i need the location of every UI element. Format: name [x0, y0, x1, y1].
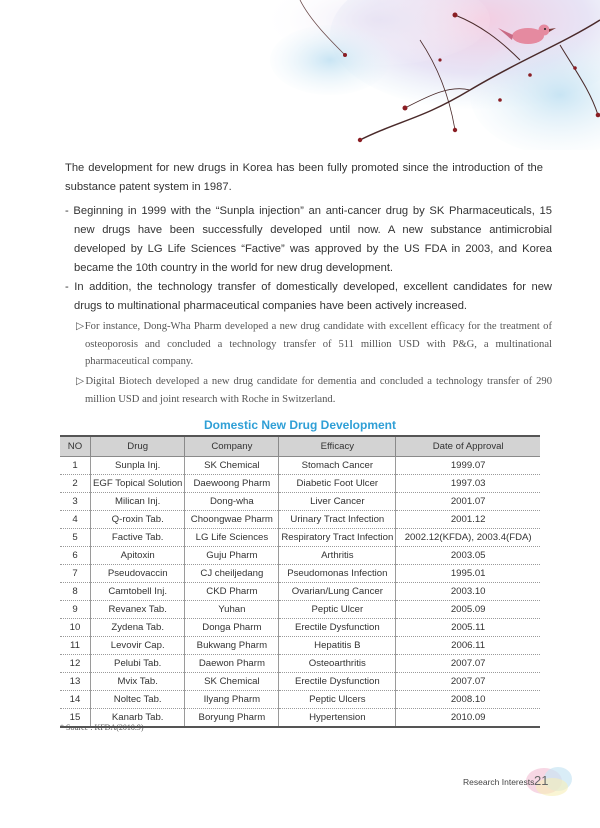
cell-no: 9 — [60, 601, 90, 619]
cell-date-of-approval: 2003.05 — [396, 547, 540, 565]
cell-company: Bukwang Pharm — [185, 637, 279, 655]
cell-efficacy: Erectile Dysfunction — [279, 619, 396, 637]
table-row — [60, 655, 540, 673]
sub-bullet-dongwha: ▷For instance, Dong-Wha Pharm developed a new drug candidate with excellent efficacy for the treatment of osteoporosis and concluded a technology transfer of 511 million USD with P&G, a multinational pharmaceutical company. — [76, 321, 552, 367]
source-note: * Source : KFDA(2010.9) — [60, 723, 144, 732]
cell-company: Dong-wha — [185, 493, 279, 511]
table-row — [60, 637, 540, 655]
header-date-of-approval: Date of Approval — [396, 436, 540, 457]
cell-no: 11 — [60, 637, 90, 655]
table-row — [60, 673, 540, 691]
cell-no: 4 — [60, 511, 90, 529]
cell-company: Daewoong Pharm — [185, 475, 279, 493]
table-row — [60, 457, 540, 475]
cell-no: 2 — [60, 475, 90, 493]
cell-efficacy: Diabetic Foot Ulcer — [279, 475, 396, 493]
cell-drug: Camtobell Inj. — [90, 583, 184, 601]
table-row — [60, 511, 540, 529]
cell-drug: Pelubi Tab. — [90, 655, 184, 673]
table-title: Domestic New Drug Development — [203, 418, 397, 432]
bullet-new-drugs: - Beginning in 1999 with the “Sunpla injection” an anti-cancer drug by SK Pharmaceuticals, 15 new drugs have been successfully developed until now. A new substance antimicrobial developed by LG Life Sciences “Factive” was approved by the US FDA in 2003, and Korea became the 10th country in the world for new drug development. — [65, 205, 552, 274]
table-row — [60, 583, 540, 601]
sub-bullet-digital-biotech: ▷Digital Biotech developed a new drug candidate for dementia and concluded a technology transfer of 290 million USD and joint research with Roche in Switzerland. — [76, 376, 552, 405]
cell-drug: Q-roxin Tab. — [90, 511, 184, 529]
cell-drug: Zydena Tab. — [90, 619, 184, 637]
cell-efficacy: Ovarian/Lung Cancer — [279, 583, 396, 601]
cell-drug: Kanarb Tab. — [90, 709, 184, 728]
cell-company: Yuhan — [185, 601, 279, 619]
cell-no: 10 — [60, 619, 90, 637]
table-row — [60, 547, 540, 565]
cell-company: Choongwae Pharm — [185, 511, 279, 529]
header-efficacy: Efficacy — [279, 436, 396, 457]
cell-no: 6 — [60, 547, 90, 565]
cell-no: 12 — [60, 655, 90, 673]
cell-drug: EGF Topical Solution — [90, 475, 184, 493]
cell-efficacy: Liver Cancer — [279, 493, 396, 511]
cell-efficacy: Peptic Ulcer — [279, 601, 396, 619]
cell-company: SK Chemical — [185, 673, 279, 691]
cell-no: 1 — [60, 457, 90, 475]
table-row — [60, 691, 540, 709]
cell-efficacy: Osteoarthritis — [279, 655, 396, 673]
cell-no: 8 — [60, 583, 90, 601]
table-row — [60, 601, 540, 619]
cell-drug: Noltec Tab. — [90, 691, 184, 709]
cell-company: CKD Pharm — [185, 583, 279, 601]
cell-efficacy: Hepatitis B — [279, 637, 396, 655]
cell-no: 3 — [60, 493, 90, 511]
cell-efficacy: Pseudomonas Infection — [279, 565, 396, 583]
cell-date-of-approval: 1997.03 — [396, 475, 540, 493]
cell-drug: Revanex Tab. — [90, 601, 184, 619]
table-row — [60, 529, 540, 547]
cell-date-of-approval: 2001.12 — [396, 511, 540, 529]
drug-development-table — [60, 435, 540, 728]
cell-date-of-approval: 2002.12(KFDA), 2003.4(FDA) — [396, 529, 540, 547]
cell-no: 13 — [60, 673, 90, 691]
cell-drug: Apitoxin — [90, 547, 184, 565]
cell-drug: Sunpla Inj. — [90, 457, 184, 475]
cell-drug: Pseudovaccin — [90, 565, 184, 583]
bullet-technology-transfer: - In addition, the technology transfer of domestically developed, excellent candidates for new drugs to multinational pharmaceutical companies have been actively increased. — [65, 281, 552, 312]
cell-drug: Mvix Tab. — [90, 673, 184, 691]
cell-date-of-approval: 1995.01 — [396, 565, 540, 583]
cell-no: 7 — [60, 565, 90, 583]
cell-efficacy: Hypertension — [279, 709, 396, 728]
cell-company: Boryung Pharm — [185, 709, 279, 728]
cell-company: LG Life Sciences — [185, 529, 279, 547]
cell-company: Donga Pharm — [185, 619, 279, 637]
cell-date-of-approval: 2003.10 — [396, 583, 540, 601]
cell-drug: Milican Inj. — [90, 493, 184, 511]
cell-efficacy: Urinary Tract Infection — [279, 511, 396, 529]
cell-date-of-approval: 2008.10 — [396, 691, 540, 709]
table-row — [60, 619, 540, 637]
cell-company: Daewon Pharm — [185, 655, 279, 673]
cell-date-of-approval: 2001.07 — [396, 493, 540, 511]
table-row — [60, 493, 540, 511]
cell-date-of-approval: 2007.07 — [396, 655, 540, 673]
cell-efficacy: Erectile Dysfunction — [279, 673, 396, 691]
cell-company: SK Chemical — [185, 457, 279, 475]
cell-no: 14 — [60, 691, 90, 709]
header-drug: Drug — [90, 436, 184, 457]
footer-section-label: Research Interests — [463, 777, 535, 787]
cell-efficacy: Peptic Ulcers — [279, 691, 396, 709]
cell-no: 15 — [60, 709, 90, 728]
cell-efficacy: Stomach Cancer — [279, 457, 396, 475]
header-company: Company — [185, 436, 279, 457]
intro-paragraph: The development for new drugs in Korea has been fully promoted since the introduction of the substance patent system in 1987. — [65, 162, 543, 193]
table-row — [60, 475, 540, 493]
cell-date-of-approval: 2007.07 — [396, 673, 540, 691]
cell-drug: Levovir Cap. — [90, 637, 184, 655]
cell-efficacy: Respiratory Tract Infection — [279, 529, 396, 547]
cell-company: Guju Pharm — [185, 547, 279, 565]
cell-efficacy: Arthritis — [279, 547, 396, 565]
cell-date-of-approval: 2010.09 — [396, 709, 540, 728]
cell-company: CJ cheiljedang — [185, 565, 279, 583]
page-number: 21 — [534, 773, 549, 788]
table-row — [60, 565, 540, 583]
cell-date-of-approval: 2006.11 — [396, 637, 540, 655]
header-no: NO — [60, 436, 90, 457]
cell-date-of-approval: 2005.09 — [396, 601, 540, 619]
table-header-row — [60, 436, 540, 457]
cell-drug: Factive Tab. — [90, 529, 184, 547]
cell-date-of-approval: 1999.07 — [396, 457, 540, 475]
cell-company: Ilyang Pharm — [185, 691, 279, 709]
cell-date-of-approval: 2005.11 — [396, 619, 540, 637]
cell-no: 5 — [60, 529, 90, 547]
decorative-watercolor-illustration — [0, 0, 600, 150]
